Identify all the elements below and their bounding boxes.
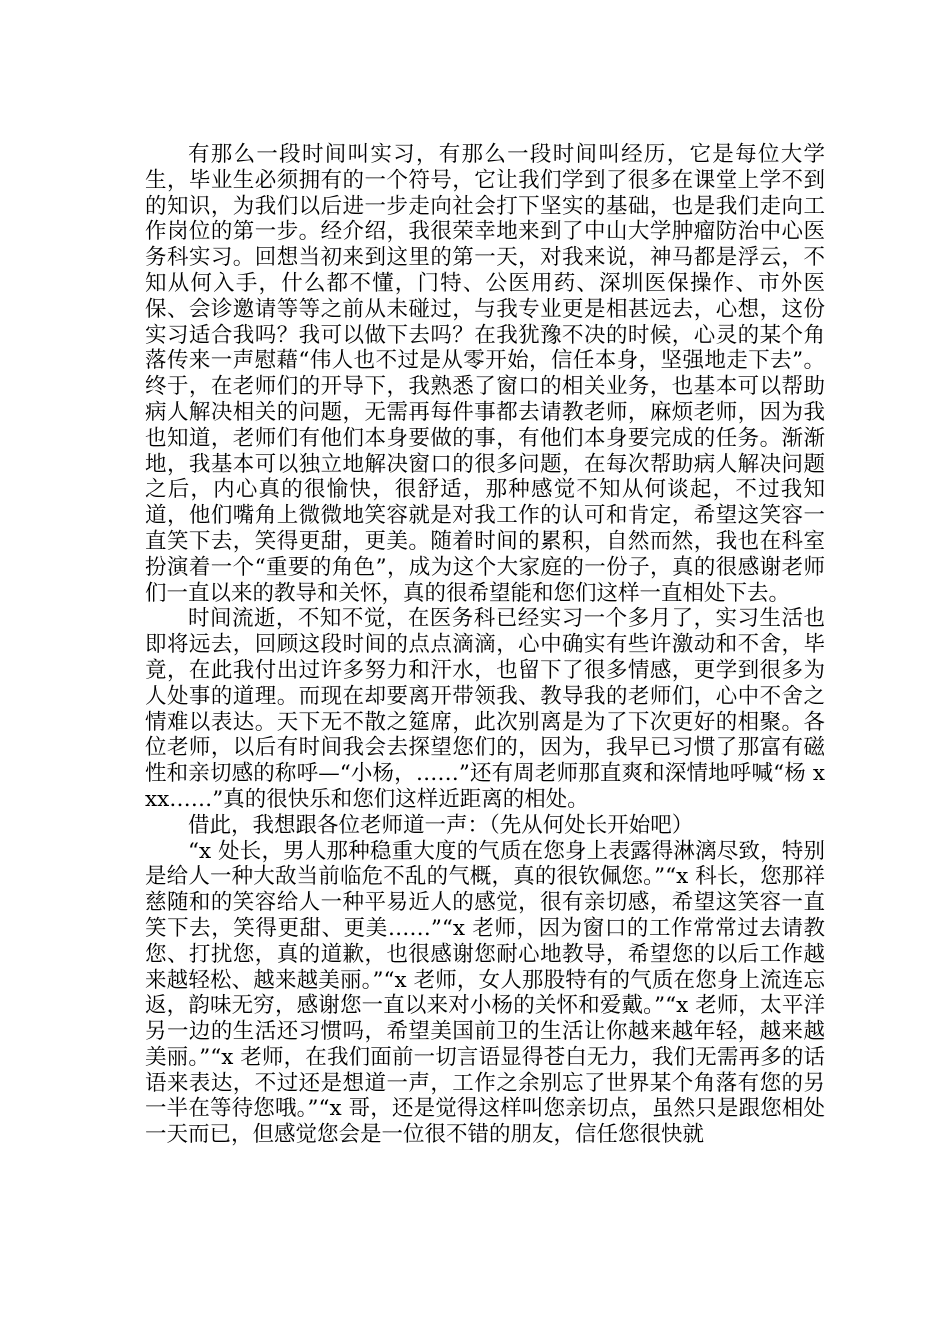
document-page [145,142,825,1148]
paragraph-internship-intro: 有那么一段时间叫实习，有那么一段时间叫经历，它是每位大学生，毕业生必须拥有的一个符号，它让我们学到了很多在课堂上学不到的知识，为我们以后进一步走向社会打下坚实的基础，也是我们走向工作岗位的第一步。经介绍，我很荣幸地来到了中山大学肿瘤防治中心医务科实习。回想当初来到这里的第一天，对我来说，神马都是浮云，不知从何入手，什么都不懂，门特、公医用药、深圳医保操作、市外医保、会诊邀请等等之前从未碰过，与我专业更是相甚远去，心想，这份实习适合我吗？我可以做下去吗？在我犹豫不决的时候，心灵的某个角落传来一声慰藉“伟人也不过是从零开始，信任本身，坚强地走下去”。终于，在老师们的开导下，我熟悉了窗口的相关业务，也基本可以帮助病人解决相关的问题，无需再每件事都去请教老师，麻烦老师，因为我也知道，老师们有他们本身要做的事，有他们本身要完成的任务。渐渐地，我基本可以独立地解决窗口的很多问题，在每次帮助病人解决问题之后，内心真的很愉快，很舒适，那种感觉不知从何谈起，不过我知道，他们嘴角上微微地笑容就是对我工作的认可和肯定，希望这笑容一直笑下去，笑得更甜，更美。随着时间的累积，自然而然，我也在科室扮演着一个“重要的角色”，成为这个大家庭的一份子，真的很感谢老师们一直以来的教导和关怀，真的很希望能和您们这样一直相处下去。 [145,142,825,606]
paragraph-farewell-opening: 借此，我想跟各位老师道一声：（先从何处长开始吧） [188,812,694,838]
paragraph-time-passing: 时间流逝，不知不觉，在医务科已经实习一个多月了，实习生活也即将远去，回顾这段时间的点点滴滴，心中确实有些许激动和不舍，毕竟，在此我付出过许多努力和汗水，也留下了很多情感，更学到很多为人处事的道理。而现在却要离开带领我、教导我的老师们，心中不舍之情难以表达。天下无不散之筵席，此次别离是为了下次更好的相聚。各位老师，以后有时间我会去探望您们的，因为，我早已习惯了那富有磁性和亲切感的称呼—“小杨，……”还有周老师那直爽和深情地呼喊“杨 xxx……”真的很快乐和您们这样近距离的相处。 [145,606,825,812]
paragraph-teacher-messages: “x 处长，男人那种稳重大度的气质在您身上表露得淋漓尽致，特别是给人一种大敌当前临危不乱的气概，真的很钦佩您。”“x 科长，您那祥慈随和的笑容给人一种平易近人的感觉，很有亲切感，希望这笑容一直笑下去，笑得更甜、更美……”“x 老师，因为窗口的工作常常过去请教您、打扰您，真的道歉，也很感谢您耐心地教导，希望您的以后工作越来越轻松、越来越美丽。”“x 老师，女人那股特有的气质在您身上流连忘返，韵味无穷，感谢您一直以来对小杨的关怀和爱戴。”“x 老师，太平洋另一边的生活还习惯吗，希望美国前卫的生活让你越来越年轻，越来越美丽。”“x 老师，在我们面前一切言语显得苍白无力，我们无需再多的话语来表达，不过还是想道一声，工作之余别忘了世界某个角落有您的另一半在等待您哦。”“x 哥，还是觉得这样叫您亲切点，虽然只是跟您相处一天而已，但感觉您会是一位很不错的朋友，信任您很快就 [145,838,825,1148]
